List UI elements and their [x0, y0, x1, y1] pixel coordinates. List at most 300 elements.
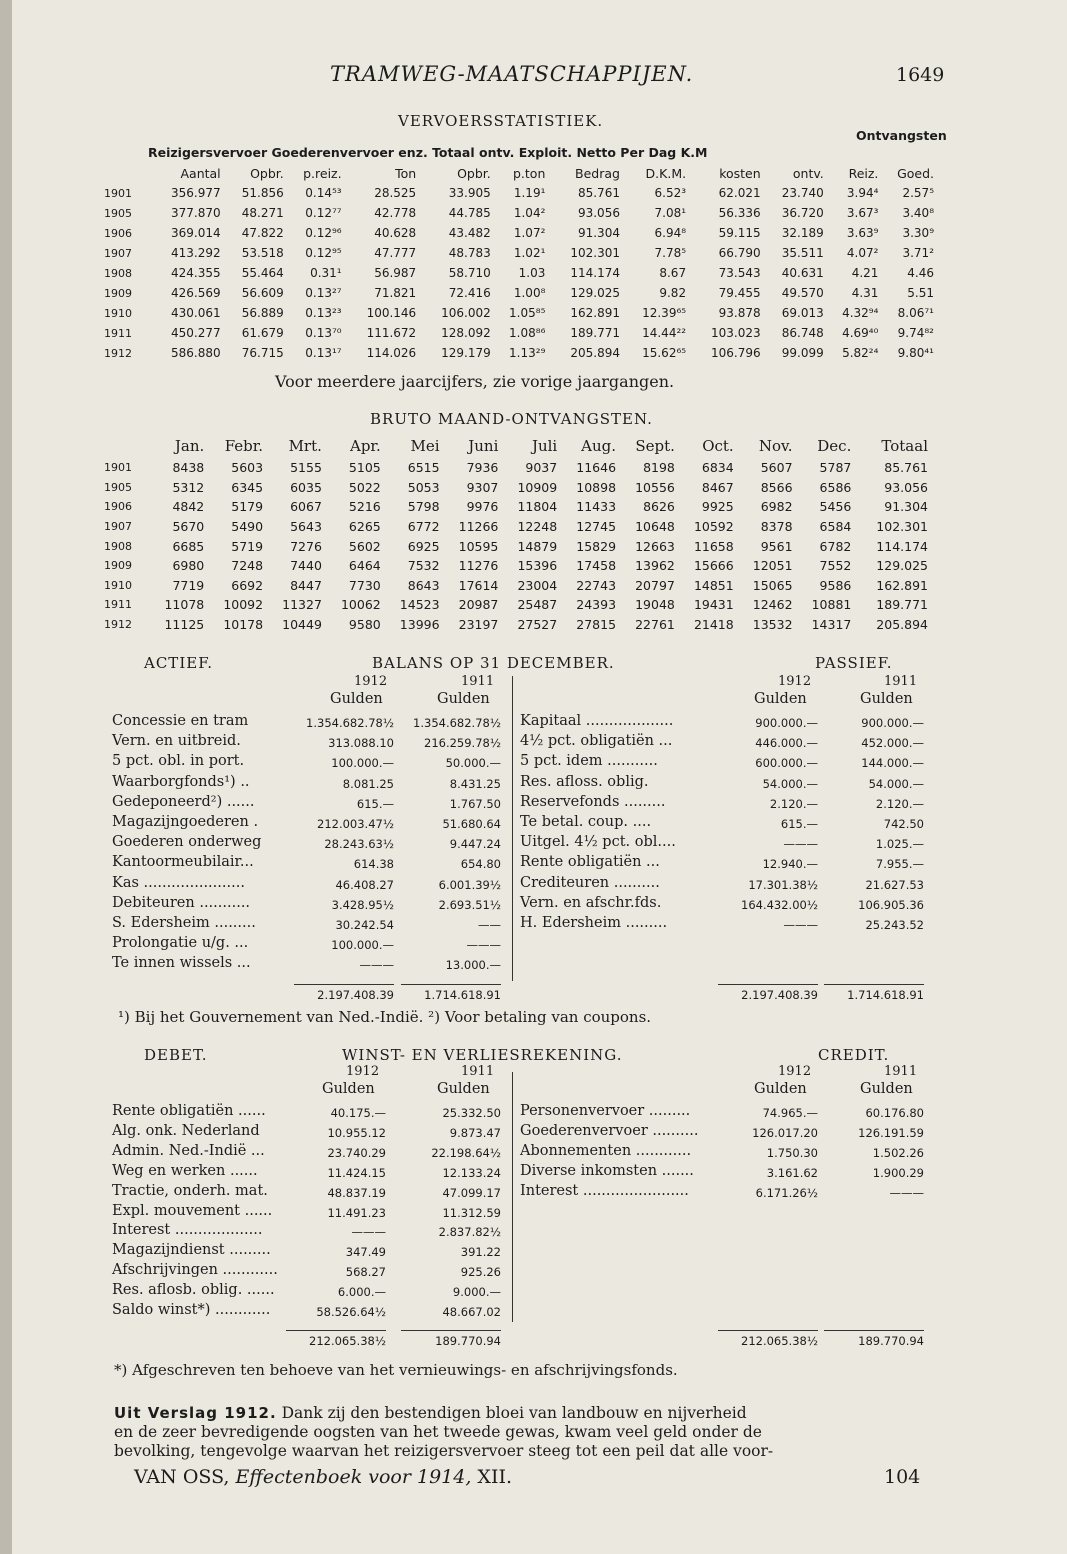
bruto-row [104, 458, 928, 478]
left-unit-1911: Gulden [437, 691, 490, 707]
credit-label: Abonnementen ............ [520, 1142, 692, 1159]
vervoer-row [104, 303, 934, 323]
right-unit-1911: Gulden [860, 691, 913, 707]
debet-label: Magazijndienst ......... [112, 1242, 271, 1259]
verslag-heading: Uit Verslag 1912. [114, 1404, 277, 1422]
vervoer-cell: 51.856 [241, 186, 284, 200]
bruto-cell: 27527 [517, 617, 558, 633]
debet-value-1911: 11.312.59 [442, 1205, 501, 1220]
bruto-cell: 6345 [231, 479, 264, 495]
bruto-cell: 12462 [752, 597, 793, 613]
vervoer-cell: 71.821 [374, 286, 417, 300]
bruto-cell: 6515 [407, 460, 440, 476]
left-year-1912: 1912 [354, 674, 388, 689]
actief-value-1911: 6.001.39½ [438, 877, 501, 892]
actief-value-1911: 9.447.24 [449, 837, 501, 852]
bruto-cell: 8626 [643, 499, 675, 515]
debet-value-1912: 40.175.— [330, 1106, 386, 1120]
credit-value-1912: 3.161.62 [766, 1165, 818, 1180]
vervoer-cell: 40.628 [374, 226, 417, 240]
vervoer-cell: 128.092 [441, 326, 491, 340]
passief-value-1912: ——— [783, 918, 818, 932]
vervoer-cell: 4.69⁴⁰ [842, 326, 879, 340]
bruto-cell: 6834 [701, 460, 734, 476]
debet-label: Saldo winst*) ............ [112, 1302, 271, 1318]
credit-label: Interest ....................... [520, 1182, 689, 1199]
vervoer-cell: 9.80⁴¹ [897, 346, 934, 360]
vervoer-cell: 9.82 [659, 286, 687, 300]
debet-value-1912: 58.526.64½ [316, 1305, 386, 1319]
bruto-cell: 27815 [576, 617, 617, 633]
debet-value-1912: 11.491.23 [327, 1205, 386, 1220]
vervoer-column-header: D.K.M. [645, 165, 687, 181]
verslag-paragraph [114, 1404, 773, 1461]
bruto-cell: 10881 [811, 597, 852, 613]
bruto-cell: 10092 [223, 597, 264, 613]
vervoer-cell: 36.720 [781, 206, 824, 220]
vervoer-cell: 76.715 [241, 346, 284, 360]
passief-value-1912: 54.000.— [762, 776, 818, 791]
bruto-cell: 10898 [576, 479, 617, 495]
debet-value-1911: 391.22 [460, 1245, 501, 1260]
bruto-cell: 10595 [458, 538, 499, 554]
vervoer-cell: 426.569 [171, 286, 221, 300]
bruto-cell: 14879 [517, 538, 558, 554]
vervoer-cell: 23.740 [781, 186, 824, 200]
credit-value-1911: 1.502.26 [872, 1145, 924, 1160]
bruto-header-row [104, 434, 928, 458]
passief-value-1912: 446.000.— [755, 736, 818, 751]
passief-label: Kapitaal ................... [520, 713, 674, 729]
balans-footnote: ¹) Bij het Gouvernement van Ned.-Indië. ²) Voor betaling van coupons. [118, 1008, 652, 1026]
passief-value-1911: 21.627.53 [865, 877, 924, 892]
vervoer-column-header: Aantal [180, 165, 221, 181]
vervoer-cell: 28.525 [374, 186, 417, 200]
passief-label: Reservefonds ......... [520, 793, 666, 810]
bruto-row [104, 497, 928, 517]
vervoer-cell: 1.13²⁹ [509, 346, 546, 360]
bruto-cell: 11125 [164, 617, 205, 633]
total-rule [718, 1330, 818, 1331]
credit-value-1911: 1.900.29 [872, 1165, 924, 1180]
bruto-cell: 11804 [517, 499, 558, 515]
balans-actief-title: ACTIEF. [144, 654, 214, 672]
actief-label: Debiteuren ........... [112, 894, 251, 911]
bruto-cell: 7276 [290, 538, 322, 554]
credit-value-1911: 60.176.80 [865, 1106, 924, 1120]
actief-label: Waarborgfonds¹) .. [112, 773, 250, 790]
bruto-cell: 6982 [760, 499, 793, 515]
vervoer-cell: 5.51 [907, 286, 934, 300]
debet-value-1912: 48.837.19 [327, 1185, 386, 1200]
credit-label: Diverse inkomsten ....... [520, 1162, 694, 1179]
vervoer-cell: 4.07² [846, 246, 879, 260]
bruto-cell: 15829 [576, 538, 617, 554]
vervoer-year: 1908 [104, 266, 132, 280]
bruto-cell: 85.761 [884, 460, 928, 476]
bruto-table [104, 434, 928, 634]
actief-value-1912: 8.081.25 [342, 776, 394, 791]
debet-value-1911: 9.873.47 [449, 1125, 501, 1140]
debet-value-1912: 6.000.— [337, 1285, 386, 1300]
actief-label: Te innen wissels ... [112, 955, 251, 972]
bruto-title: BRUTO MAAND-ONTVANGSTEN. [370, 410, 653, 428]
debet-label: Tractie, onderh. mat. [112, 1182, 268, 1199]
vervoer-year: 1905 [104, 206, 132, 220]
bruto-cell: 6586 [819, 479, 852, 495]
bruto-month-header: Nov. [758, 437, 793, 455]
winst-footnote: *) Afgeschreven ten behoeve van het vernieuwings- en afschrijvingsfonds. [114, 1361, 678, 1379]
vervoer-cell: 42.778 [374, 206, 417, 220]
vervoer-cell: 586.880 [171, 346, 221, 360]
bruto-cell: 5022 [348, 479, 381, 495]
bruto-cell: 14523 [399, 597, 440, 613]
bruto-month-header: Mrt. [288, 437, 322, 455]
bruto-cell: 5603 [231, 460, 264, 476]
vervoer-cell: 48.271 [241, 206, 284, 220]
vervoer-cell: 3.94⁴ [846, 186, 879, 200]
vervoer-year: 1909 [104, 286, 132, 300]
bruto-cell: 17458 [576, 558, 617, 574]
vervoer-cell: 205.894 [570, 346, 620, 360]
bruto-month-header: Febr. [224, 437, 264, 455]
vervoer-cell: 85.761 [577, 186, 620, 200]
actief-value-1911: 51.680.64 [442, 817, 501, 831]
right-unit-1911: Gulden [860, 1081, 913, 1097]
total-right-1912: 212.065.38½ [741, 1334, 818, 1348]
debet-label: Afschrijvingen ............ [112, 1262, 278, 1279]
bruto-cell: 13996 [399, 617, 440, 633]
bruto-cell: 129.025 [876, 558, 928, 574]
bruto-cell: 10909 [517, 479, 558, 495]
vervoer-cell: 4.31 [851, 286, 879, 300]
actief-label: Goederen onderweg [112, 834, 262, 851]
vervoer-table [104, 163, 934, 363]
bruto-cell: 11646 [576, 460, 617, 476]
vervoer-cell: 114.026 [366, 346, 417, 360]
bruto-cell: 7248 [231, 558, 264, 574]
total-rule [294, 984, 394, 985]
verslag-line-1: Dank zij den bestendigen bloei van landbouw en nijverheid [281, 1404, 747, 1422]
passief-value-1912: 600.000.— [755, 756, 818, 771]
vervoer-cell: 106.796 [711, 346, 761, 360]
vervoer-row [104, 203, 934, 223]
bruto-cell: 12248 [517, 519, 558, 535]
bruto-cell: 13532 [752, 617, 793, 633]
bruto-cell: 23197 [458, 617, 499, 633]
vervoer-cell: 58.710 [448, 266, 491, 280]
bruto-month-header: Apr. [350, 437, 381, 455]
bruto-cell: 7532 [407, 558, 440, 574]
passief-label: Rente obligatiën ... [520, 854, 660, 871]
vervoer-column-header: p.reiz. [303, 165, 342, 181]
passief-label: Uitgel. 4½ pct. obl.... [520, 834, 676, 851]
vervoer-cell: 4.46 [907, 266, 934, 280]
vervoer-cell: 35.511 [781, 246, 824, 260]
bruto-year: 1908 [104, 539, 132, 553]
total-rule [718, 984, 818, 985]
vervoer-cell: 61.679 [241, 326, 284, 340]
actief-value-1912: 100.000.— [331, 756, 394, 771]
vervoer-cell: 56.987 [374, 266, 417, 280]
debet-value-1911: 47.099.17 [442, 1185, 501, 1200]
bruto-row [104, 478, 928, 498]
actief-label: Magazijngoederen . [112, 814, 259, 830]
vervoer-cell: 1.02¹ [513, 246, 546, 260]
bruto-cell: 23004 [517, 577, 558, 593]
vervoer-cell: 3.67³ [846, 206, 879, 220]
bruto-year: 1907 [104, 520, 132, 534]
actief-value-1911: 2.693.51½ [438, 897, 501, 912]
vervoer-cell: 62.021 [718, 186, 761, 200]
vervoer-cell: 3.40⁸ [902, 206, 934, 220]
total-right-1911: 1.714.618.91 [847, 988, 924, 1002]
bruto-cell: 10449 [282, 617, 322, 633]
bruto-cell: 12663 [635, 538, 675, 554]
total-left-1911: 189.770.94 [435, 1334, 501, 1348]
bruto-month-header: Juli [531, 437, 558, 455]
vervoer-cell: 48.783 [448, 246, 491, 260]
actief-value-1912: ——— [359, 958, 394, 973]
total-rule [824, 1330, 924, 1331]
bruto-cell: 5312 [172, 479, 205, 495]
vervoer-column-header: Goed. [897, 165, 934, 181]
vervoer-cell: 47.822 [241, 226, 284, 240]
vervoer-year: 1911 [104, 326, 132, 340]
bruto-cell: 11658 [693, 538, 734, 554]
vervoer-cell: 6.94⁸ [654, 226, 687, 240]
passief-value-1912: ——— [783, 837, 818, 852]
footer-page-number: 104 [884, 1466, 921, 1488]
bruto-cell: 7936 [466, 460, 499, 476]
vervoer-year: 1907 [104, 246, 132, 260]
vervoer-column-header: ontv. [792, 165, 824, 181]
vervoer-column-header: p.ton [513, 165, 546, 181]
vervoer-cell: 73.543 [718, 266, 761, 280]
passief-value-1911: 7.955.— [875, 857, 924, 872]
total-right-1911: 189.770.94 [858, 1334, 924, 1348]
vervoer-year: 1912 [104, 346, 132, 360]
passief-value-1911: 54.000.— [868, 776, 924, 791]
vervoer-row [104, 323, 934, 343]
total-left-1912: 212.065.38½ [309, 1334, 386, 1348]
passief-label: 4½ pct. obligatiën ... [520, 733, 673, 750]
vervoer-cell: 3.30⁹ [902, 226, 934, 240]
vervoer-note: Voor meerdere jaarcijfers, zie vorige jaargangen. [275, 372, 675, 391]
vervoer-year: 1901 [104, 186, 132, 200]
bruto-month-header: Jan. [174, 437, 205, 455]
actief-value-1912: 313.088.10 [328, 736, 394, 751]
debet-value-1912: ——— [351, 1225, 386, 1240]
vervoer-column-header: Opbr. [250, 165, 284, 181]
passief-label: Crediteuren .......... [520, 874, 660, 891]
passief-value-1911: 1.025.— [875, 837, 924, 852]
actief-label: Prolongatie u/g. ... [112, 935, 249, 952]
vervoer-row [104, 283, 934, 303]
actief-label: Vern. en uitbreid. [112, 733, 241, 750]
passief-value-1911: 144.000.— [861, 756, 924, 771]
vervoer-cell: 55.464 [241, 266, 284, 280]
vervoer-cell: 53.518 [241, 246, 284, 260]
vervoer-cell: 430.061 [171, 306, 221, 320]
vervoer-cell: 0.12⁹⁶ [305, 226, 342, 240]
bruto-cell: 7730 [348, 577, 381, 593]
bruto-cell: 5719 [231, 538, 264, 554]
bruto-cell: 10556 [635, 479, 675, 495]
vervoer-cell: 56.336 [718, 206, 761, 220]
actief-value-1912: 212.003.47½ [317, 817, 394, 831]
actief-value-1911: 13.000.— [445, 958, 501, 973]
right-unit-1912: Gulden [754, 691, 807, 707]
actief-value-1912: 3.428.95½ [331, 897, 394, 912]
bruto-cell: 7719 [172, 577, 205, 593]
vervoer-cell: 356.977 [171, 186, 221, 200]
bruto-cell: 5105 [348, 460, 381, 476]
vervoer-cell: 72.416 [448, 286, 491, 300]
bruto-cell: 8467 [701, 479, 734, 495]
bruto-row [104, 576, 928, 596]
debet-value-1911: 2.837.82½ [438, 1225, 501, 1240]
credit-value-1912: 6.171.26½ [755, 1185, 818, 1200]
bruto-cell: 6692 [231, 577, 264, 593]
vervoer-cell: 1.03 [518, 266, 546, 280]
bruto-cell: 15666 [693, 558, 734, 574]
vervoer-cell: 1.19¹ [513, 186, 546, 200]
debet-label: Weg en werken ...... [112, 1162, 258, 1179]
bruto-month-header: Totaal [881, 437, 928, 455]
bruto-cell: 6035 [290, 479, 322, 495]
vervoer-cell: 129.179 [441, 346, 491, 360]
bruto-cell: 6782 [819, 538, 852, 554]
vervoer-cell: 47.777 [374, 246, 417, 260]
bruto-year: 1909 [104, 559, 132, 573]
bruto-cell: 9925 [701, 499, 734, 515]
bruto-cell: 9037 [525, 460, 558, 476]
vervoer-column-header: Bedrag [575, 165, 620, 181]
debet-value-1911: 25.332.50 [442, 1106, 501, 1120]
actief-label: Gedeponeerd²) ...... [112, 793, 255, 810]
bruto-cell: 19431 [693, 597, 734, 613]
winst-debet-title: DEBET. [144, 1046, 208, 1064]
vervoer-cell: 8.67 [659, 266, 687, 280]
bruto-cell: 5798 [407, 499, 440, 515]
bruto-cell: 5607 [760, 460, 793, 476]
credit-label: Personenvervoer ......... [520, 1103, 691, 1119]
total-right-1912: 2.197.408.39 [741, 988, 818, 1002]
bruto-cell: 11266 [458, 519, 499, 535]
bruto-cell: 6067 [290, 499, 322, 515]
right-year-1911: 1911 [884, 674, 918, 689]
bruto-cell: 22761 [635, 617, 675, 633]
bruto-month-header: Juni [468, 437, 499, 455]
bruto-cell: 10648 [635, 519, 675, 535]
footer-author: VAN OSS, [134, 1466, 230, 1488]
bruto-cell: 9586 [819, 577, 852, 593]
page-number: 1649 [896, 64, 945, 86]
bruto-cell: 5456 [819, 499, 852, 515]
vervoer-cell: 0.14⁵³ [305, 186, 342, 200]
vervoer-cell: 14.44²² [642, 326, 687, 340]
vervoer-cell: 114.174 [570, 266, 620, 280]
left-unit-1912: Gulden [322, 1081, 375, 1097]
bruto-cell: 5155 [290, 460, 322, 476]
passief-value-1911: 742.50 [883, 817, 924, 831]
right-year-1912: 1912 [778, 1064, 812, 1079]
vervoer-cell: 79.455 [718, 286, 761, 300]
ledger-divider [512, 676, 513, 981]
ledger-divider [512, 1072, 513, 1322]
bruto-cell: 8438 [172, 460, 205, 476]
vervoer-cell: 44.785 [448, 206, 491, 220]
bruto-cell: 6464 [348, 558, 381, 574]
footer-part: XII. [477, 1466, 512, 1488]
bruto-year: 1901 [104, 461, 132, 475]
bruto-cell: 13962 [635, 558, 675, 574]
balans-title: BALANS OP 31 DECEMBER. [372, 654, 615, 672]
bruto-cell: 25487 [517, 597, 558, 613]
total-rule [824, 984, 924, 985]
vervoer-cell: 8.06⁷¹ [897, 306, 934, 320]
actief-value-1912: 30.242.54 [335, 918, 394, 932]
bruto-month-header: Mei [410, 437, 440, 455]
vervoer-year: 1906 [104, 226, 132, 240]
vervoer-cell: 32.189 [781, 226, 824, 240]
vervoer-cell: 7.78⁵ [654, 246, 687, 260]
vervoer-cell: 111.672 [366, 326, 417, 340]
bruto-cell: 5490 [231, 519, 264, 535]
vervoer-cell: 99.099 [781, 346, 824, 360]
vervoer-cell: 424.355 [171, 266, 221, 280]
passief-value-1911: 452.000.— [861, 736, 924, 751]
actief-value-1911: 654.80 [460, 857, 501, 872]
vervoer-cell: 450.277 [171, 326, 221, 340]
vervoer-row [104, 223, 934, 243]
actief-label: Concessie en tram [112, 713, 249, 729]
debet-value-1912: 568.27 [345, 1265, 386, 1280]
bruto-cell: 12745 [576, 519, 617, 535]
vervoer-cell: 1.00⁸ [513, 286, 546, 300]
bruto-cell: 15396 [517, 558, 558, 574]
vervoer-cell: 91.304 [577, 226, 620, 240]
credit-value-1912: 1.750.30 [766, 1145, 818, 1160]
winst-title: WINST- EN VERLIESREKENING. [342, 1046, 623, 1064]
bruto-cell: 102.301 [876, 519, 928, 535]
vervoer-cell: 9.74⁸² [897, 326, 934, 340]
vervoer-cell: 7.08¹ [654, 206, 687, 220]
bruto-year: 1912 [104, 618, 132, 632]
vervoer-cell: 2.57⁵ [902, 186, 934, 200]
bruto-year: 1910 [104, 578, 132, 592]
bruto-cell: 5053 [407, 479, 440, 495]
actief-label: S. Edersheim ......... [112, 915, 256, 931]
vervoer-cell: 3.63⁹ [846, 226, 879, 240]
vervoer-cell: 69.013 [781, 306, 824, 320]
credit-value-1912: 74.965.— [762, 1106, 818, 1120]
vervoer-column-header: Reiz. [848, 165, 879, 181]
bruto-cell: 11078 [164, 597, 205, 613]
actief-value-1911: 50.000.— [445, 756, 501, 771]
bruto-cell: 10062 [340, 597, 381, 613]
vervoer-cell: 102.301 [570, 246, 620, 260]
passief-label: H. Edersheim ......... [520, 915, 668, 931]
vervoer-cell: 12.39⁶⁵ [642, 306, 687, 320]
bruto-row [104, 595, 928, 615]
bruto-cell: 22743 [576, 577, 617, 593]
vervoer-cell: 0.12⁹⁵ [305, 246, 342, 260]
vervoer-row [104, 343, 934, 363]
vervoer-cell: 1.05⁸⁵ [509, 306, 546, 320]
passief-label: 5 pct. idem ........... [520, 753, 658, 770]
